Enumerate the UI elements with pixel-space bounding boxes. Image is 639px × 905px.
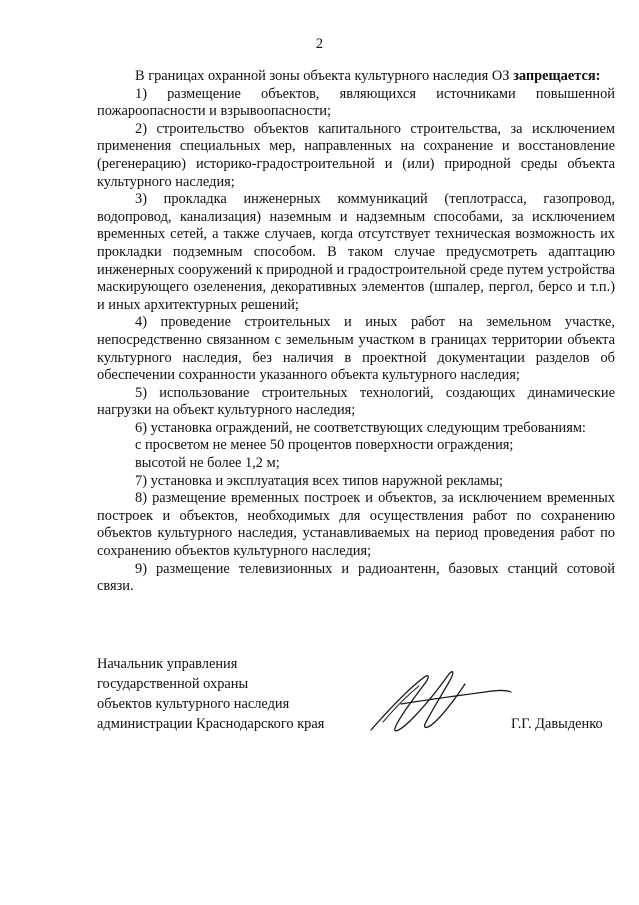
intro-paragraph [97,68,615,86]
list-item-1: 1) размещение объектов, являющихся источниками повышенной пожароопасности и взрывоопасности; [97,85,615,120]
signer-name: Г.Г. Давыденко [511,716,603,732]
list-item-8: 8) размещение временных построек и объектов, за исключением временных построек и объектов, необходимых для осуществления работ по сохранению объектов культурного наследия, устанавливаемых на период проведения работ по сохранению объектов культурного наследия; [97,490,615,560]
list-subitem-clearance: с просветом не менее 50 процентов поверхности ограждения; [135,437,514,454]
signer-title-line-1: Начальник управления [97,656,238,672]
signer-title-line-4: администрации Краснодарского края [97,716,325,732]
signature-block [97,654,617,734]
list-item-2: 2) строительство объектов капитального строительства, за исключением применения специальных мер, направленных на сохранение и восстановление (регенерацию) историко-градостроительной и (или) природной среды объекта культурного наследия; [97,120,615,190]
list-item-6: 6) установка ограждений, не соответствующих следующим требованиям: [135,419,586,436]
signer-title-line-3: объектов культурного наследия [97,696,290,712]
list-item-5: 5) использование строительных технологий, создающих динамические нагрузки на объект культурного наследия; [97,384,615,419]
signer-title-line-2: государственной охраны [97,676,249,692]
page-number: 2 [315,36,324,52]
document-body [97,68,615,596]
list-subitem-height: высотой не более 1,2 м; [135,455,280,472]
list-item-3: 3) прокладка инженерных коммуникаций (теплотрасса, газопровод, водопровод, канализация) наземным и надземным способами, за исключением временных сетей, а также случаев, когда отсутствует техническая возможность их прокладки подземным способом. В таком случае предусмотреть адаптацию инженерных сооружений к природной и градостроительной среде путем устройства маскирующего озеленения, декоративных элементов (шпалер, пергол, берсо и т.п.) и иных архитектурных решений; [97,191,615,313]
handwritten-signature [365,664,515,736]
list-item-4: 4) проведение строительных и иных работ на земельном участке, непосредственно связанном с земельным участком в границах территории объекта культурного наследия, без наличия в проектной документации разделов об обеспечении сохранности указанного объекта культурного наследия; [97,314,615,384]
list-item-9: 9) размещение телевизионных и радиоантенн, базовых станций сотовой связи. [97,560,615,595]
intro-bold: запрещается: [513,68,601,84]
intro-lead: В границах охранной зоны объекта культурного наследия ОЗ [135,68,510,84]
list-item-7: 7) установка и эксплуатация всех типов наружной рекламы; [135,472,504,489]
